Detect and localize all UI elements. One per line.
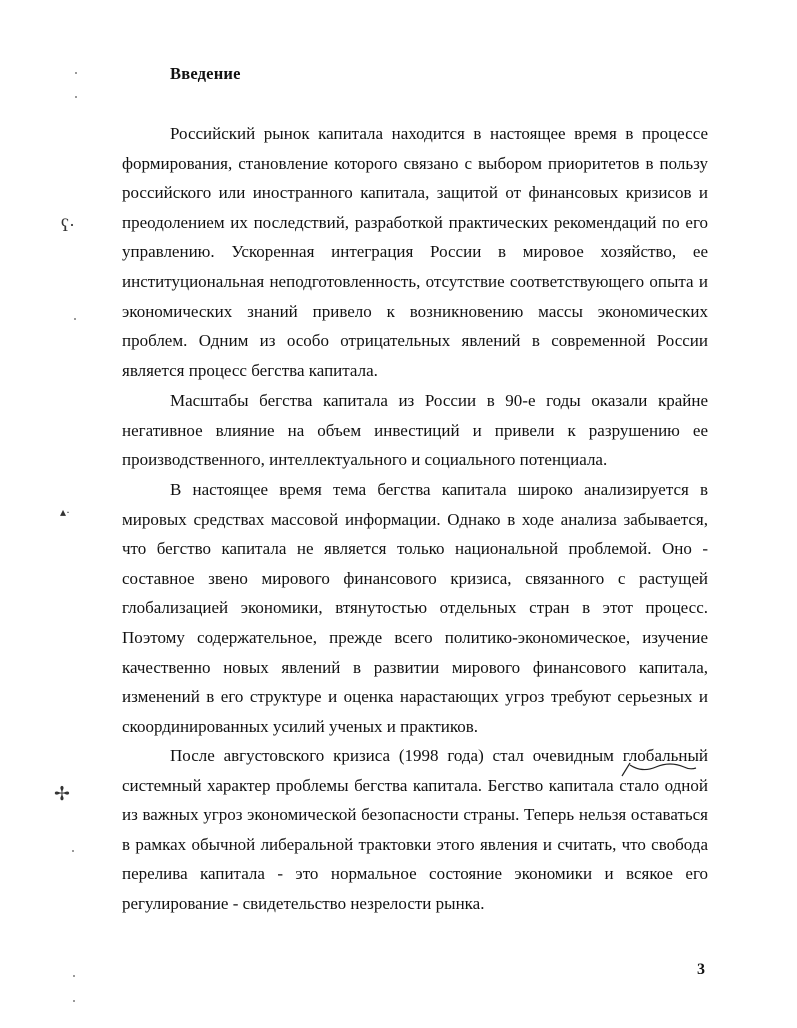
margin-mark-icon: ▴·	[60, 505, 71, 519]
handwritten-underline-icon	[612, 757, 697, 779]
paragraph-4: После августовского кризиса (1998 года) стал очевидным глобальный системный характер проблемы бегства капитала. Бегство капитала стало одной из важных угроз экономической безопасности страны. Теперь нельзя оставаться в рамках обычной либеральной трактовки этого явления и считать, что свобода перелива капитала - это нормальное состояние экономики и всякое его регулирование - свидетельство незрелости рынка.	[122, 746, 708, 913]
scan-speck	[75, 72, 77, 74]
scan-speck	[72, 850, 74, 852]
scan-speck	[75, 96, 77, 98]
paragraph-3: В настоящее время тема бегства капитала широко анализируется в мировых средствах массовой информации. Однако в ходе анализа забывается, что бегство капитала не является только национальной проблемой. Оно - составное звено мирового финансового кризиса, связанного с растущей глобализацией экономики, втянутостью отдельных стран в этот процесс. Поэтому содержательное, прежде всего политико-экономическое, изучение качественно новых явлений в развитии мирового финансового капитала, изменений в его структуре и оценка нарастающих угроз требуют серьезных и скоординированных усилий ученых и практиков.	[122, 480, 708, 736]
paragraph-1: Российский рынок капитала находится в настоящее время в процессе формирования, становление которого связано с выбором приоритетов в пользу российского или иностранного капитала, защитой от финансовых кризисов и преодолением их последствий, разработкой практических рекомендаций по его управлению. Ускоренная интеграция России в мировое хозяйство, ее институциональная неподготовленность, отсутствие соответствующего опыта и экономических знаний привело к возникновению массы экономических проблем. Одним из особо отрицательных явлений в современной России является процесс бегства капитала.	[122, 124, 708, 380]
margin-mark-icon: ʕ·	[61, 215, 75, 235]
margin-mark-icon: ✢	[54, 784, 70, 805]
page-number: 3	[697, 961, 705, 978]
paragraph-2: Масштабы бегства капитала из России в 90-е годы оказали крайне негативное влияние на объем инвестиций и привели к разрушению ее производственного, интеллектуального и социального потенциала.	[122, 391, 708, 470]
scan-speck	[73, 975, 75, 977]
scan-speck	[73, 1000, 75, 1002]
scan-speck	[74, 318, 76, 320]
section-heading: Введение	[170, 64, 241, 83]
